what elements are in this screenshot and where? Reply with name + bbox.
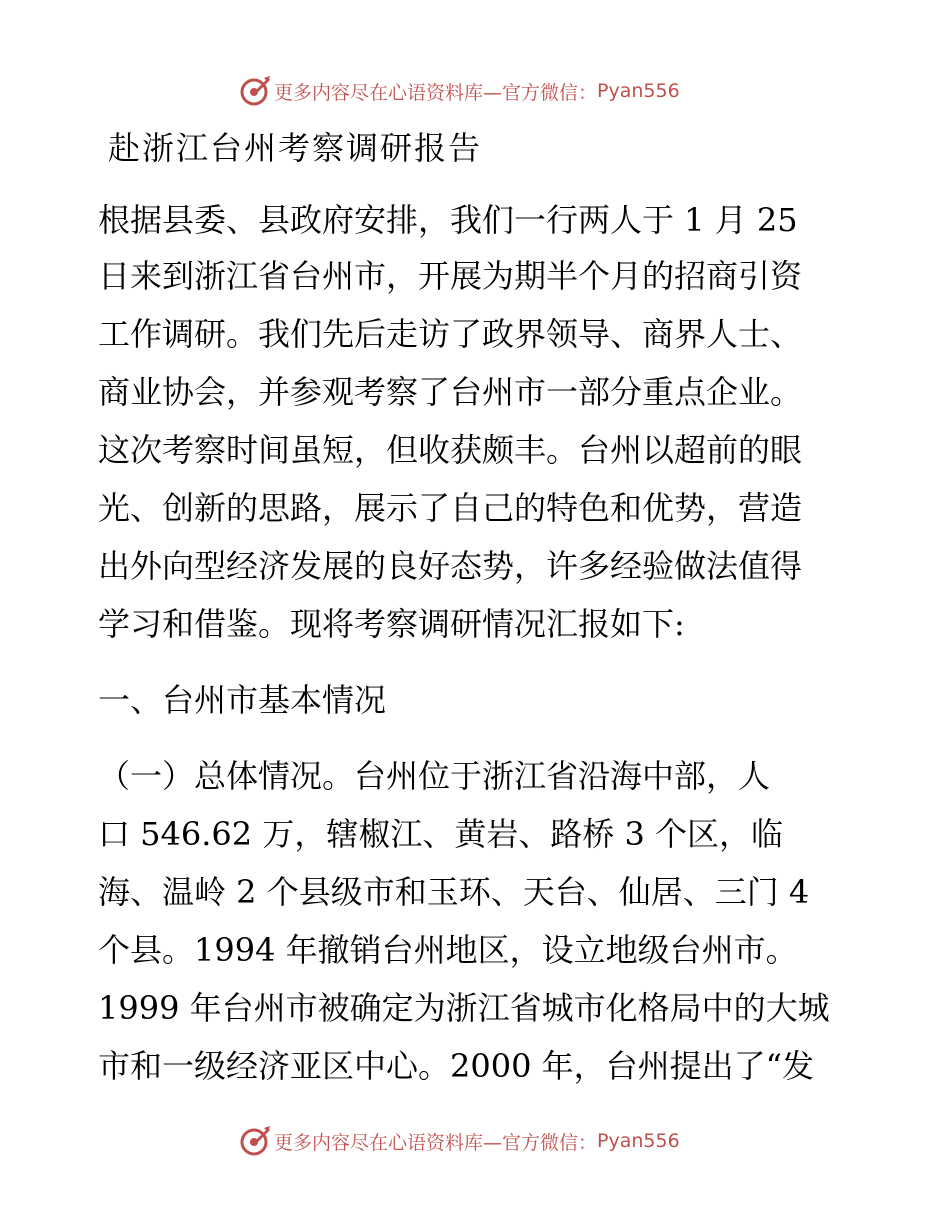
body-line: 海、温岭 2 个县级市和玉环、天台、仙居、三门 4 <box>98 873 810 911</box>
body-line: 工作调研。我们先后走访了政界领导、商界人士、 <box>98 315 803 353</box>
watermark-text: 更多内容尽在心语资料库—官方微信： <box>274 1131 598 1154</box>
body-line: 这次考察时间虽短，但收获颇丰。台州以超前的眼 <box>98 431 803 469</box>
document-title: 赴浙江台州考察调研报告 <box>108 129 483 167</box>
body-line: 1999 年台州市被确定为浙江省城市化格局中的大城 <box>98 989 830 1027</box>
body-line: 学习和借鉴。现将考察调研情况汇报如下: <box>98 605 685 643</box>
body-line: 个县。1994 年撤销台州地区，设立地级台州市。 <box>98 931 798 969</box>
body-line: 商业协会，并参观考察了台州市一部分重点企业。 <box>98 373 803 411</box>
body-line: （一）总体情况。台州位于浙江省沿海中部，人 <box>98 757 771 795</box>
watermark-contact: Pyan556 <box>597 1130 680 1152</box>
watermark-footer <box>238 1124 680 1158</box>
body-line: 日来到浙江省台州市，开展为期半个月的招商引资 <box>98 257 803 295</box>
body-line: 市和一级经济亚区中心。2000 年，台州提出了“发 <box>98 1047 814 1085</box>
quill-logo-icon <box>238 74 272 108</box>
watermark-header <box>238 74 680 108</box>
watermark-text: 更多内容尽在心语资料库—官方微信： <box>274 81 598 104</box>
body-line: 口 546.62 万，辖椒江、黄岩、路桥 3 个区，临 <box>98 815 784 853</box>
body-line: 光、创新的思路，展示了自己的特色和优势，营造 <box>98 489 803 527</box>
body-line: 出外向型经济发展的良好态势，许多经验做法值得 <box>98 547 803 585</box>
watermark-contact: Pyan556 <box>597 80 680 102</box>
section-heading: 一、台州市基本情况 <box>98 681 387 719</box>
body-line: 根据县委、县政府安排，我们一行两人于 1 月 25 <box>98 201 798 239</box>
quill-logo-icon <box>238 1124 272 1158</box>
